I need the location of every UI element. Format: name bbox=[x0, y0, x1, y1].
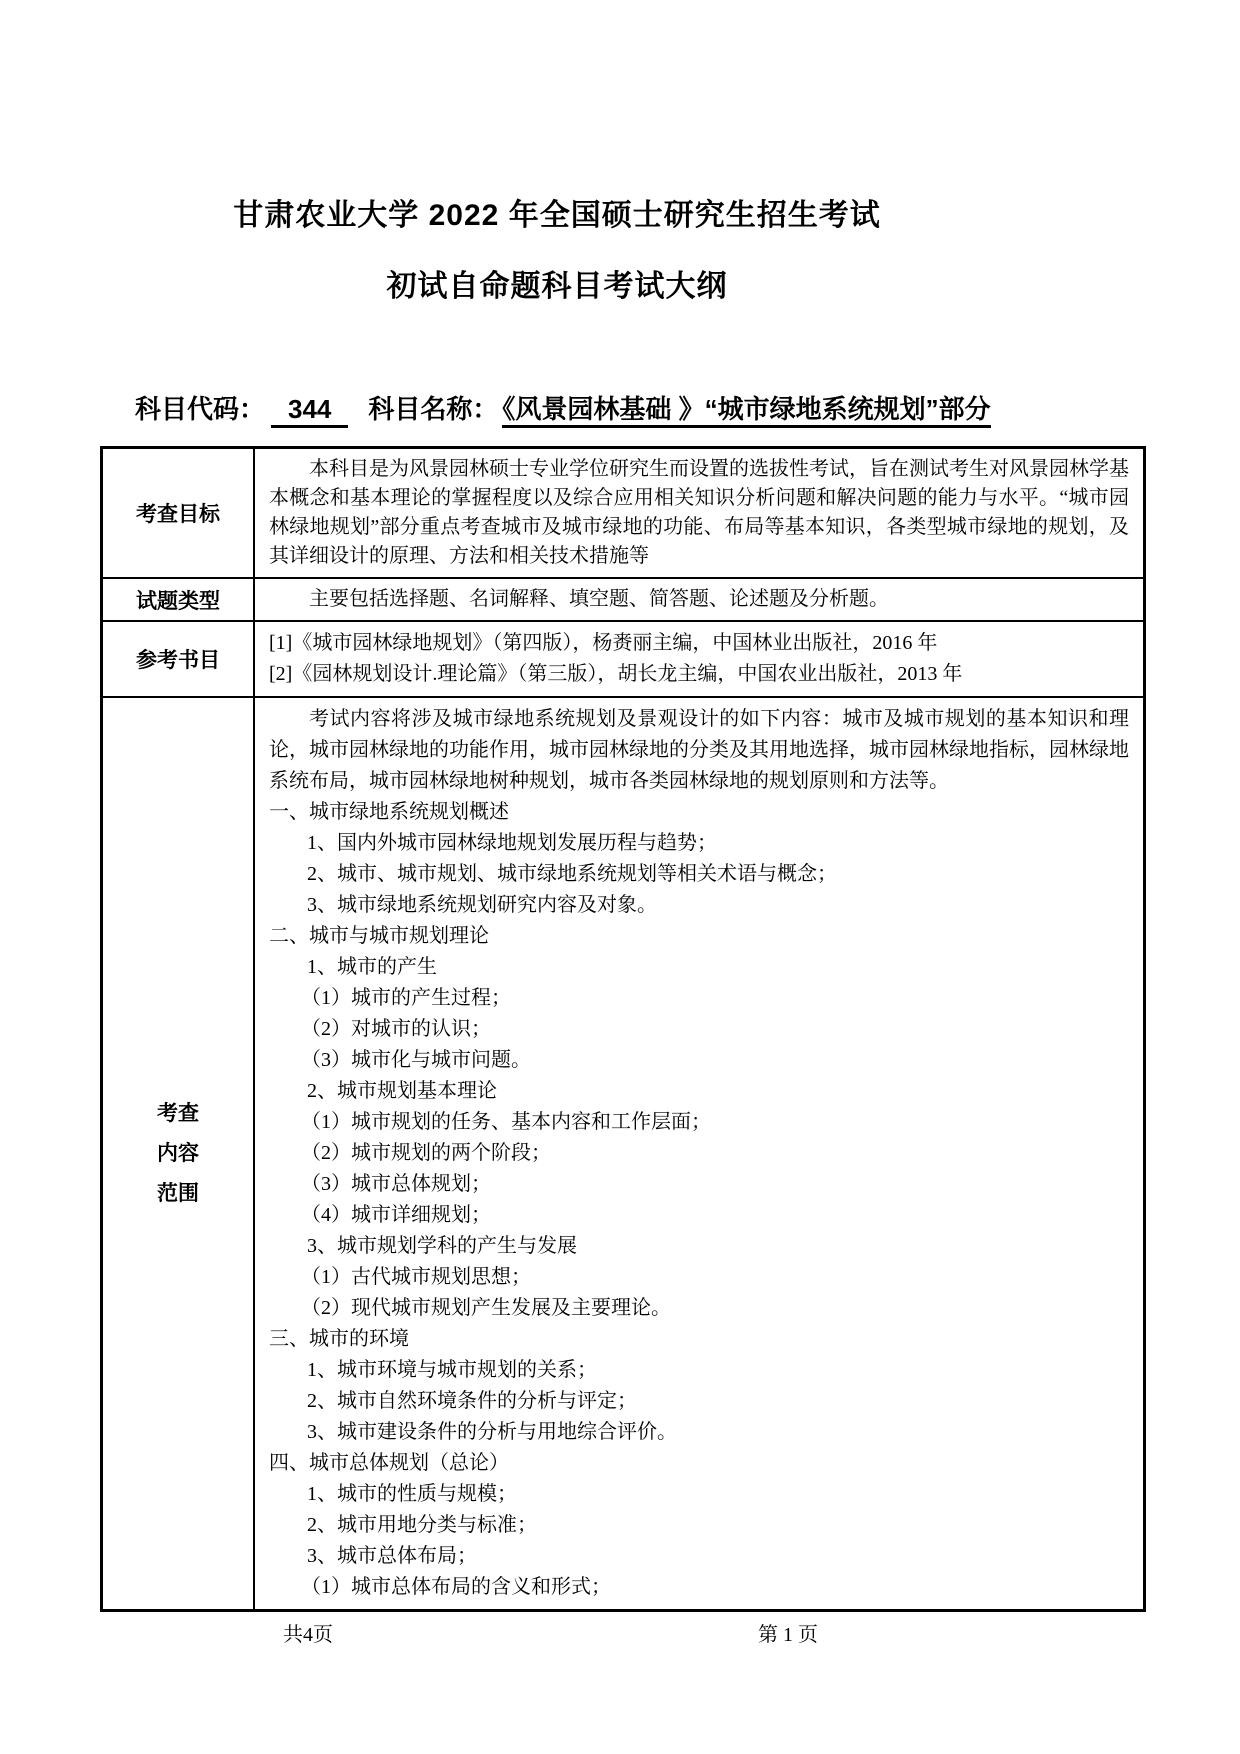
document-title-line2: 初试自命题科目考试大纲 bbox=[386, 270, 728, 303]
content-line: （2）对城市的认识； bbox=[301, 1018, 491, 1040]
exam-scope-label-stack bbox=[104, 1094, 252, 1214]
content-line: （1）城市总体布局的含义和形式； bbox=[301, 1576, 611, 1598]
subject-name-label: 科目名称： bbox=[368, 394, 499, 424]
row-label-question-types: 试题类型 bbox=[102, 578, 255, 621]
exam-objectives-content bbox=[269, 455, 1129, 571]
table-row-exam-scope bbox=[102, 697, 1145, 1611]
content-line: 3、城市绿地系统规划研究内容及对象。 bbox=[307, 894, 657, 916]
content-line: （1）城市的产生过程； bbox=[301, 987, 511, 1009]
content-line: （1）古代城市规划思想； bbox=[301, 1266, 531, 1288]
content-line: 主要包括选择题、名词解释、填空题、简答题、论述题及分析题。 bbox=[309, 588, 889, 610]
footer-total-pages: 共4页 bbox=[283, 1624, 333, 1646]
row-content-cell-exam-objectives bbox=[254, 448, 1145, 579]
document-title-line1: 甘肃农业大学 2022 年全国硕士研究生招生考试 bbox=[233, 199, 881, 232]
subject-line bbox=[135, 389, 1240, 426]
row-label-exam-scope bbox=[102, 697, 255, 1611]
content-line: （2）城市规划的两个阶段； bbox=[301, 1142, 551, 1164]
exam-scope-label-line3: 范围 bbox=[157, 1181, 199, 1205]
content-line: 考试内容将涉及城市绿地系统规划及景观设计的如下内容：城市及城市规划的基本知识和理论，城市园林绿地的功能作用，城市园林绿地的分类及其用地选择，城市园林绿地指标，园林绿地系统布局，城市园林绿地树种规划，城市各类园林绿地的规划原则和方法等。 bbox=[269, 708, 1129, 792]
content-line: 1、城市环境与城市规划的关系； bbox=[307, 1359, 597, 1381]
content-line: [2]《园林规划设计.理论篇》（第三版），胡长龙主编，中国农业出版社，2013 年 bbox=[269, 663, 963, 685]
content-line: 3、城市规划学科的产生与发展 bbox=[307, 1235, 577, 1257]
row-label-exam-objectives: 考查目标 bbox=[102, 448, 255, 579]
reference-books-content bbox=[269, 628, 1129, 690]
table-row-question-types bbox=[102, 578, 1145, 621]
content-line: （3）城市化与城市问题。 bbox=[301, 1049, 531, 1071]
exam-scope-label-line1: 考查 bbox=[157, 1101, 199, 1125]
syllabus-table-body bbox=[102, 448, 1145, 1611]
subject-name-value: 《风景园林基础 》“城市绿地系统规划”部分 bbox=[502, 394, 990, 428]
content-line: 二、城市与城市规划理论 bbox=[269, 925, 489, 947]
row-label-reference-books: 参考书目 bbox=[102, 621, 255, 697]
content-line: 1、国内外城市园林绿地规划发展历程与趋势； bbox=[307, 832, 717, 854]
document-title-block bbox=[0, 0, 1114, 305]
table-row-exam-objectives bbox=[102, 448, 1145, 579]
content-line: （4）城市详细规划； bbox=[301, 1204, 491, 1226]
content-line: 2、城市用地分类与标准； bbox=[307, 1514, 537, 1536]
content-line: （3）城市总体规划； bbox=[301, 1173, 491, 1195]
subject-code-label: 科目代码： bbox=[135, 394, 266, 424]
content-line: 一、城市绿地系统规划概述 bbox=[269, 801, 509, 823]
content-line: （1）城市规划的任务、基本内容和工作层面； bbox=[301, 1111, 711, 1133]
content-line: 3、城市总体布局； bbox=[307, 1545, 477, 1567]
exam-scope-content bbox=[269, 704, 1129, 1603]
row-content-cell-reference-books bbox=[254, 621, 1145, 697]
footer-page-number: 第 1 页 bbox=[758, 1624, 818, 1646]
content-line: （2）现代城市规划产生发展及主要理论。 bbox=[301, 1297, 671, 1319]
content-line: 3、城市建设条件的分析与用地综合评价。 bbox=[307, 1421, 677, 1443]
content-line: 2、城市规划基本理论 bbox=[307, 1080, 497, 1102]
content-line: 1、城市的产生 bbox=[307, 956, 437, 978]
row-content-cell-question-types bbox=[254, 578, 1145, 621]
content-line: 1、城市的性质与规模； bbox=[307, 1483, 517, 1505]
content-line: 2、城市、城市规划、城市绿地系统规划等相关术语与概念； bbox=[307, 863, 837, 885]
syllabus-table bbox=[100, 446, 1146, 1612]
row-content-cell-exam-scope bbox=[254, 697, 1145, 1611]
content-line: 四、城市总体规划（总论） bbox=[269, 1452, 509, 1474]
content-line: 本科目是为风景园林硕士专业学位研究生而设置的选拔性考试，旨在测试考生对风景园林学基本概念和基本理论的掌握程度以及综合应用相关知识分析问题和解决问题的能力与水平。“城市园林绿地规划”部分重点考查城市及城市绿地的功能、布局等基本知识，各类型城市绿地的规划，及其详细设计的原理、方法和相关技术措施等 bbox=[269, 458, 1129, 567]
subject-code-value: 344 bbox=[271, 394, 348, 428]
table-row-reference-books bbox=[102, 621, 1145, 697]
question-types-content bbox=[269, 585, 1129, 614]
exam-scope-label-line2: 内容 bbox=[157, 1141, 199, 1165]
content-line: [1]《城市园林绿地规划》（第四版），杨赉丽主编，中国林业出版社，2016 年 bbox=[269, 632, 938, 654]
content-line: 三、城市的环境 bbox=[269, 1328, 409, 1350]
content-line: 2、城市自然环境条件的分析与评定； bbox=[307, 1390, 637, 1412]
